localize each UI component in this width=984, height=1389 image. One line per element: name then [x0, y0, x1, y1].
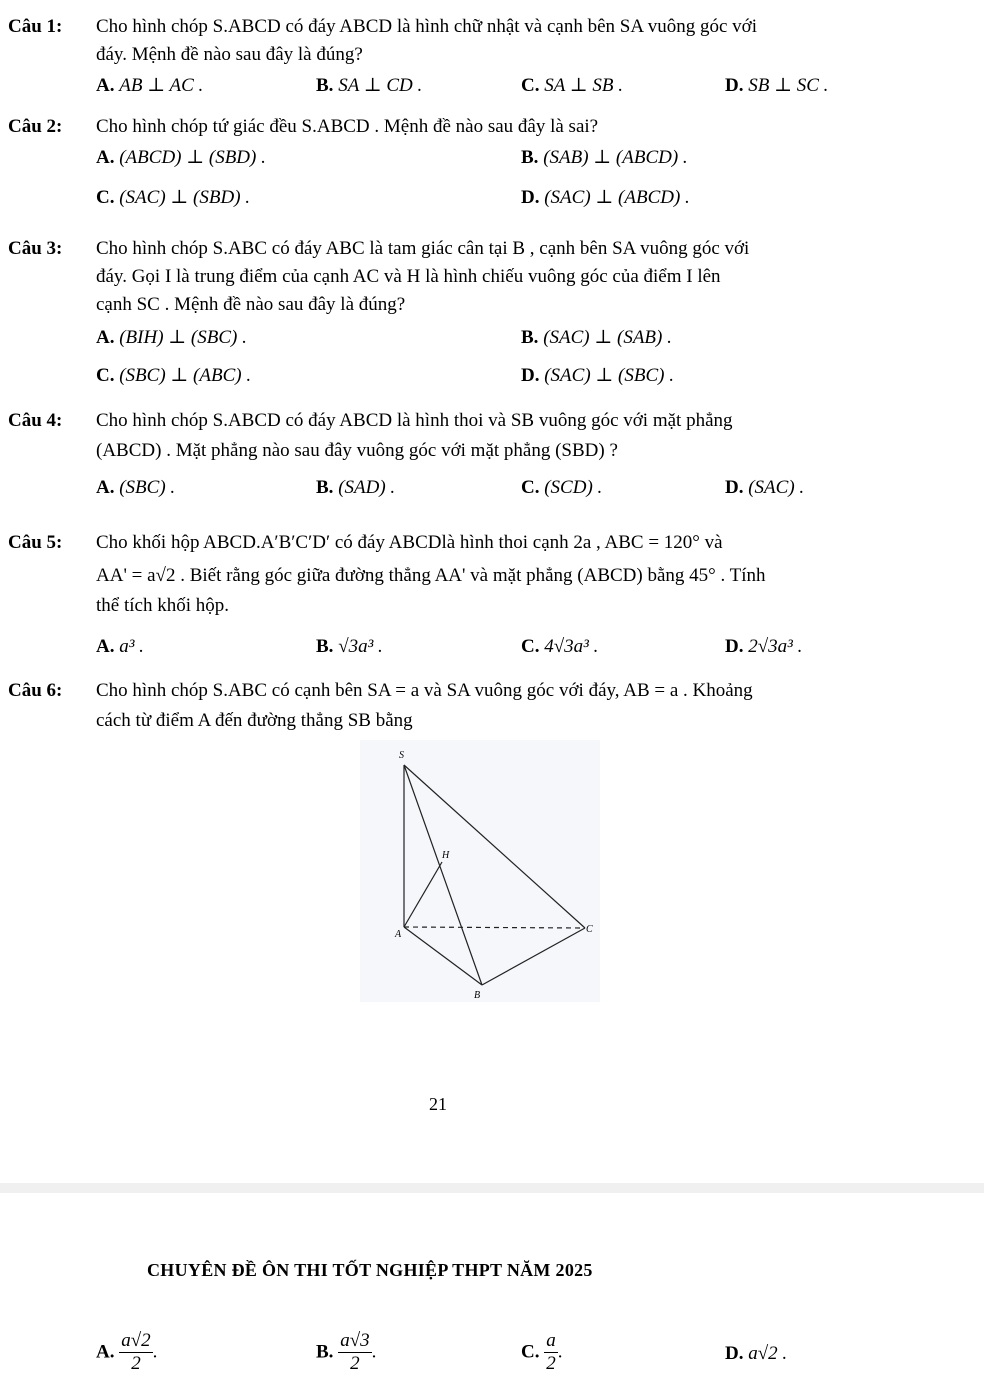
question-4-option-b [316, 477, 395, 499]
option-text: (SAC) ⊥ (SBD) . [119, 187, 251, 208]
option-text: SA ⊥ SB . [544, 75, 623, 96]
question-2-option-c [96, 186, 250, 209]
question-5-text-line-2: AA' = a√2 . Biết rằng góc giữa đường thẳng AA' và mặt phẳng (ABCD) bằng 45° . Tính [96, 565, 766, 586]
figure-background [360, 740, 600, 1002]
fraction-denominator: 2 [350, 1352, 360, 1374]
label-A: A [395, 929, 402, 940]
option-suffix: . [557, 1341, 563, 1363]
option-text: (SAC) . [748, 477, 805, 498]
option-text: (SCD) . [544, 477, 603, 498]
option-text: 4√3a³ . [544, 636, 599, 657]
option-letter: A. [96, 147, 115, 168]
question-1-option-a [96, 74, 203, 97]
option-text: (SBC) ⊥ (ABC) . [119, 365, 252, 386]
question-6-option-c [521, 1330, 562, 1375]
question-2-option-d [521, 186, 690, 209]
pyramid-figure [360, 740, 600, 1002]
option-letter: C. [521, 1341, 540, 1363]
option-letter: A. [96, 327, 115, 348]
option-letter: B. [521, 147, 539, 168]
page-header-title: CHUYÊN ĐỀ ÔN THI TỐT NGHIỆP THPT NĂM 2025 [147, 1260, 593, 1280]
option-text: √3a³ . [338, 636, 383, 657]
option-letter: B. [316, 1341, 334, 1363]
option-text: SB ⊥ SC . [748, 75, 829, 96]
fraction [338, 1330, 371, 1375]
option-text: (SBC) . [119, 477, 176, 498]
option-letter: D. [521, 365, 540, 386]
question-2-option-a [96, 146, 266, 169]
question-3-option-b [521, 326, 672, 349]
fraction [544, 1330, 558, 1375]
question-6-label: Câu 6: [8, 680, 63, 701]
question-3-text-line-1: Cho hình chóp S.ABC có đáy ABC là tam giác cân tại B , cạnh bên SA vuông góc với [96, 238, 750, 259]
option-letter: C. [96, 187, 115, 208]
label-C: C [586, 924, 593, 935]
question-2-option-b [521, 146, 688, 169]
option-letter: C. [521, 75, 540, 96]
option-text: (SAC) ⊥ (ABCD) . [544, 187, 690, 208]
question-6-text-line-1: Cho hình chóp S.ABC có cạnh bên SA = a và SA vuông góc với đáy, AB = a . Khoảng [96, 680, 753, 701]
question-3-label: Câu 3: [8, 238, 63, 259]
question-5-text-line-3: thể tích khối hộp. [96, 595, 229, 616]
question-1-text-line-1: Cho hình chóp S.ABCD có đáy ABCD là hình chữ nhật và cạnh bên SA vuông góc với [96, 16, 758, 37]
label-S: S [399, 750, 404, 761]
fraction-numerator: a√3 [340, 1330, 370, 1351]
question-1-label: Câu 1: [8, 16, 63, 37]
question-4-text-line-1: Cho hình chóp S.ABCD có đáy ABCD là hình thoi và SB vuông góc với mặt phẳng [96, 410, 733, 431]
question-6-option-b [316, 1330, 376, 1375]
question-4-text-line-2: (ABCD) . Mặt phẳng nào sau đây vuông góc với mặt phẳng (SBD) ? [96, 440, 618, 461]
option-text: (BIH) ⊥ (SBC) . [119, 327, 247, 348]
option-letter: A. [96, 477, 115, 498]
option-text: (ABCD) ⊥ (SBD) . [119, 147, 266, 168]
question-4-option-c [521, 477, 602, 499]
question-6-text-line-2: cách từ điểm A đến đường thẳng SB bằng [96, 710, 413, 731]
question-6-option-d [725, 1343, 787, 1365]
fraction-numerator: a [546, 1330, 556, 1351]
question-1-text-line-2: đáy. Mệnh đề nào sau đây là đúng? [96, 44, 363, 65]
option-letter: C. [521, 477, 540, 498]
option-suffix: . [152, 1341, 158, 1363]
page-number: 21 [429, 1094, 447, 1114]
option-letter: D. [521, 187, 540, 208]
question-5-option-d [725, 636, 802, 658]
page-break [0, 1183, 984, 1193]
label-B: B [474, 990, 481, 1001]
question-3-text-line-3: cạnh SC . Mệnh đề nào sau đây là đúng? [96, 294, 406, 315]
label-H: H [442, 850, 450, 861]
option-letter: D. [725, 75, 744, 96]
option-letter: A. [96, 1341, 115, 1363]
question-5-option-b [316, 636, 383, 658]
question-3-option-d [521, 364, 674, 387]
option-text: (SAD) . [338, 477, 396, 498]
option-suffix: . [371, 1341, 377, 1363]
question-5-option-a [96, 636, 144, 658]
option-text: (SAC) ⊥ (SAB) . [543, 327, 672, 348]
option-letter: D. [725, 636, 744, 657]
option-letter: D. [725, 477, 744, 498]
option-letter: B. [521, 327, 539, 348]
option-text: a√2 . [748, 1343, 788, 1364]
question-2-text-line-1: Cho hình chóp tứ giác đều S.ABCD . Mệnh đề nào sau đây là sai? [96, 116, 599, 137]
question-4-label: Câu 4: [8, 410, 63, 431]
question-3-option-c [96, 364, 251, 387]
option-letter: A. [96, 636, 115, 657]
question-4-option-d [725, 477, 804, 499]
option-text: (SAC) ⊥ (SBC) . [544, 365, 674, 386]
option-text: 2√3a³ . [748, 636, 803, 657]
option-letter: B. [316, 477, 334, 498]
fraction [119, 1330, 152, 1375]
fraction-denominator: 2 [131, 1352, 141, 1374]
fraction-numerator: a√2 [121, 1330, 151, 1351]
option-text: a³ . [119, 636, 144, 657]
option-text: AB ⊥ AC . [119, 75, 204, 96]
question-3-option-a [96, 326, 247, 349]
question-5-option-c [521, 636, 598, 658]
question-1-option-c [521, 74, 623, 97]
option-text: SA ⊥ CD . [338, 75, 423, 96]
option-letter: C. [521, 636, 540, 657]
option-letter: D. [725, 1343, 744, 1364]
option-letter: A. [96, 75, 115, 96]
option-letter: C. [96, 365, 115, 386]
option-letter: B. [316, 636, 334, 657]
question-1-option-d [725, 74, 828, 97]
question-5-text-line-1: Cho khối hộp ABCD.A′B′C′D′ có đáy ABCDlà hình thoi cạnh 2a , ABC = 120° và [96, 532, 723, 553]
option-text: (SAB) ⊥ (ABCD) . [543, 147, 688, 168]
question-5-label: Câu 5: [8, 532, 63, 553]
question-4-option-a [96, 477, 175, 499]
question-2-label: Câu 2: [8, 116, 63, 137]
question-6-option-a [96, 1330, 157, 1375]
question-1-option-b [316, 74, 422, 97]
fraction-denominator: 2 [546, 1352, 556, 1374]
option-letter: B. [316, 75, 334, 96]
question-3-text-line-2: đáy. Gọi I là trung điểm của cạnh AC và H là hình chiếu vuông góc của điểm I lên [96, 266, 721, 287]
